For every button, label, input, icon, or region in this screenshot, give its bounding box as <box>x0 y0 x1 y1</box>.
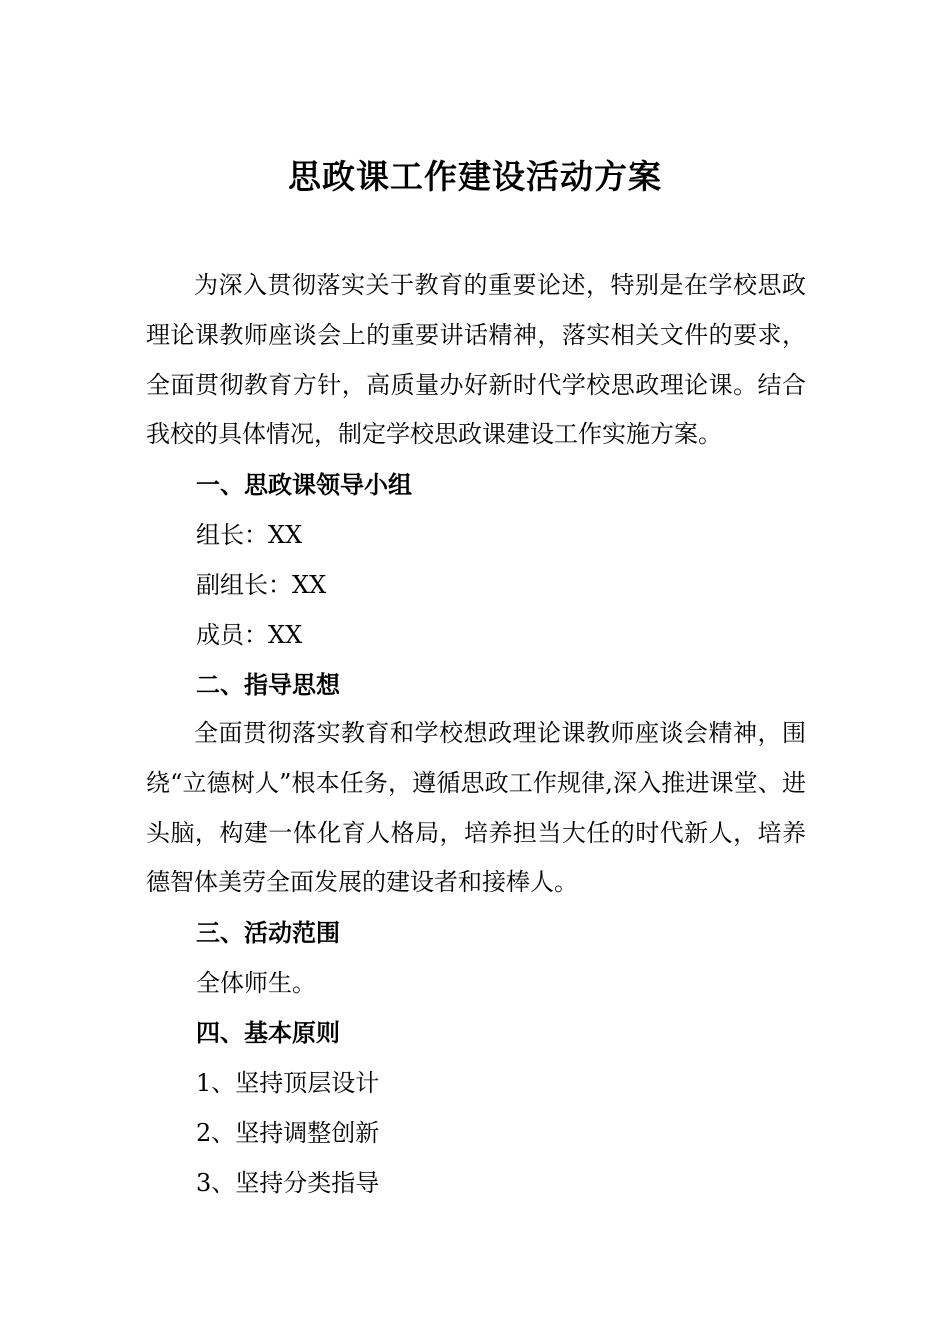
intro-paragraph-block <box>146 261 806 460</box>
section-heading-principles: 四、基本原则 <box>196 1019 340 1047</box>
principle-item: 2、坚持调整创新 <box>196 1119 380 1147</box>
leader-item: 组长：XX <box>196 521 303 549</box>
intro-paragraph: 为深入贯彻落实关于教育的重要论述，特别是在学校思政理论课教师座谈会上的重要讲话精神，落实相关文件的要求，全面贯彻教育方针，高质量办好新时代学校思政理论课。结合我校的具体情况，制定学校思政课建设工作实施方案。 <box>146 271 806 449</box>
section-heading-leadership: 一、思政课领导小组 <box>196 471 412 499</box>
principle-item: 1、坚持顶层设计 <box>196 1069 380 1097</box>
deputy-leader-item: 副组长：XX <box>196 571 327 599</box>
guiding-ideology-block <box>146 709 806 908</box>
principle-item: 3、坚持分类指导 <box>196 1169 380 1197</box>
section-heading-scope: 三、活动范围 <box>196 919 340 947</box>
members-item: 成员：XX <box>196 621 303 649</box>
scope-item: 全体师生。 <box>196 969 316 997</box>
guiding-ideology-paragraph: 全面贯彻落实教育和学校想政理论课教师座谈会精神，围绕“立德树人”根本任务，遵循思政工作规律,深入推进课堂、进头脑，构建一体化育人格局，培养担当大任的时代新人，培养德智体美劳全面发展的建设者和接棒人。 <box>146 719 806 897</box>
section-heading-guiding-ideology: 二、指导思想 <box>196 671 340 699</box>
document-title: 思政课工作建设活动方案 <box>288 157 662 196</box>
